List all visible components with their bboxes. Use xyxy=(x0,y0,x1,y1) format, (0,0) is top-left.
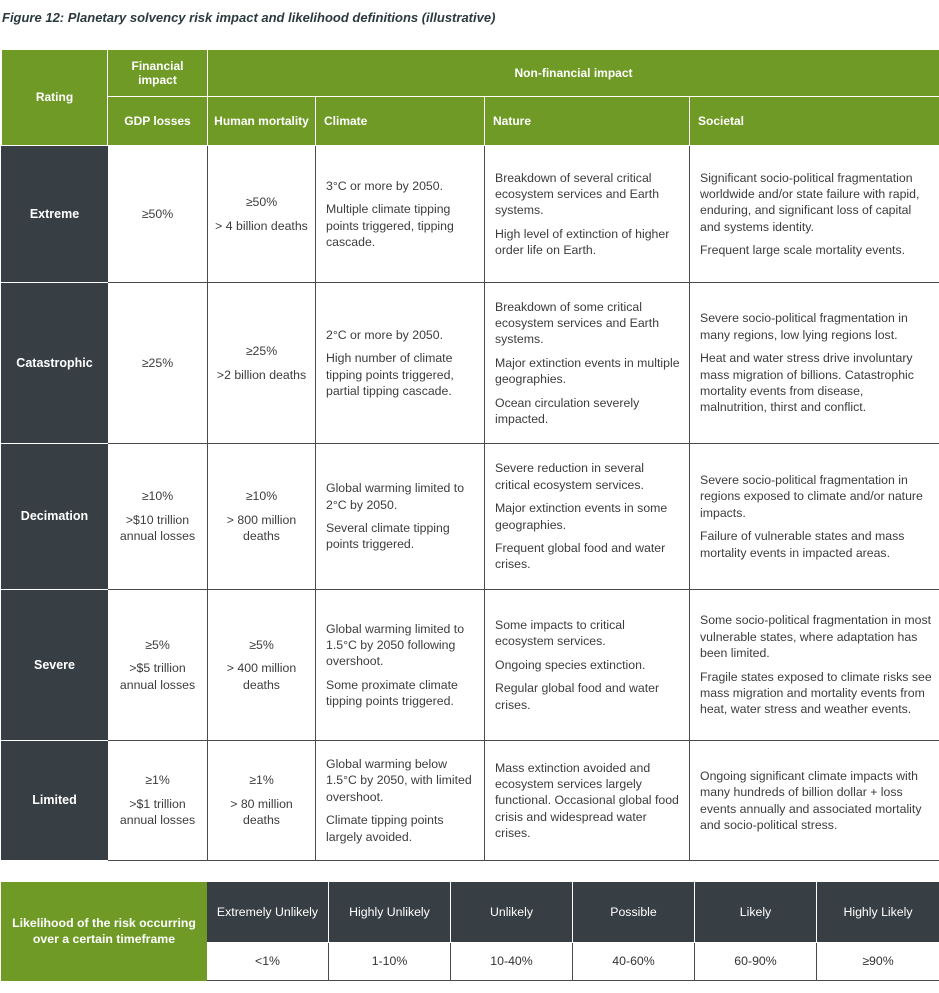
climate-header: Climate xyxy=(316,97,485,146)
mortality-cell-text: ≥50% xyxy=(245,195,278,210)
likelihood-level-name: Likely xyxy=(695,883,817,943)
nature-cell-paragraph: Frequent global food and water crises. xyxy=(495,540,666,572)
societal-cell-paragraph: Frequent large scale mortality events. xyxy=(700,243,906,258)
climate-cell xyxy=(316,741,485,861)
mortality-cell-text: > 80 million deaths xyxy=(230,796,293,828)
gdp-cell-text: >$1 trillion annual losses xyxy=(119,796,196,828)
mortality-cell-text: ≥10% xyxy=(245,489,278,504)
gdp-cell-text: ≥50% xyxy=(141,206,174,221)
likelihood-level-name: Highly Unlikely xyxy=(329,883,451,943)
climate-cell-paragraph: High number of climate tipping points triggered, partial tipping cascade. xyxy=(326,351,454,398)
mortality-cell-text: ≥25% xyxy=(245,344,278,359)
societal-header: Societal xyxy=(690,97,939,146)
climate-cell xyxy=(316,146,485,283)
table-row xyxy=(2,283,939,444)
societal-cell-paragraph: Failure of vulnerable states and mass mortality events in impacted areas. xyxy=(700,529,905,560)
mortality-cell-text: >2 billion deaths xyxy=(216,367,307,382)
likelihood-level-range: 1-10% xyxy=(329,943,451,981)
gdp-losses-header: GDP losses xyxy=(108,97,208,146)
gdp-cell-text: >$10 trillion annual losses xyxy=(119,512,196,544)
societal-cell-paragraph: Some socio-political fragmentation in most vulnerable states, where adaptation has been limited. xyxy=(700,613,932,661)
mortality-cell xyxy=(208,283,316,444)
climate-cell-paragraph: Several climate tipping points triggered. xyxy=(326,521,450,552)
gdp-cell-text: >$5 trillion annual losses xyxy=(119,661,196,692)
rating-cell: Limited xyxy=(2,741,108,861)
climate-cell-paragraph: Global warming limited to 1.5°C by 2050 following overshoot. xyxy=(326,621,465,669)
rating-cell: Extreme xyxy=(2,146,108,283)
rating-header: Rating xyxy=(2,50,108,146)
gdp-cell xyxy=(108,283,208,444)
societal-cell-paragraph: Severe socio-political fragmentation in regions exposed to climate and/or nature impacts. xyxy=(700,473,923,520)
impact-definitions-table xyxy=(1,49,939,861)
likelihood-level-name: Possible xyxy=(573,883,695,943)
nature-cell-paragraph: Mass extinction avoided and ecosystem services largely functional. Occasional global food crisis and widespread water crises. xyxy=(495,760,679,841)
likelihood-level-range: 10-40% xyxy=(451,943,573,981)
climate-cell-paragraph: Multiple climate tipping points triggered, tipping cascade. xyxy=(326,202,454,249)
table-row xyxy=(2,590,939,741)
nature-cell-paragraph: Ocean circulation severely impacted. xyxy=(495,395,640,426)
gdp-cell xyxy=(108,146,208,283)
likelihood-level-name: Highly Likely xyxy=(817,883,939,943)
mortality-cell-text: ≥5% xyxy=(249,637,274,652)
climate-cell-paragraph: Climate tipping points largely avoided. xyxy=(326,813,444,844)
mortality-cell-text: > 4 billion deaths xyxy=(215,218,308,233)
nature-cell xyxy=(485,444,690,590)
financial-impact-header: Financial impact xyxy=(108,50,208,97)
likelihood-level-range: <1% xyxy=(207,943,329,981)
human-mortality-header: Human mortality xyxy=(208,97,316,146)
climate-cell-paragraph: 3°C or more by 2050. xyxy=(326,178,444,193)
nature-cell-paragraph: Regular global food and water crises. xyxy=(495,681,660,712)
table-row xyxy=(2,444,939,590)
gdp-cell xyxy=(108,590,208,741)
mortality-cell xyxy=(208,590,316,741)
nature-cell xyxy=(485,741,690,861)
nature-cell-paragraph: Breakdown of several critical ecosystem services and Earth systems. xyxy=(495,170,660,218)
gdp-cell-text: ≥10% xyxy=(141,489,174,504)
nature-cell-paragraph: Ongoing species extinction. xyxy=(495,657,646,672)
mortality-cell xyxy=(208,146,316,283)
likelihood-level-range: 60-90% xyxy=(695,943,817,981)
likelihood-table xyxy=(1,882,939,981)
climate-cell-paragraph: Global warming below 1.5°C by 2050, with limited overshoot. xyxy=(326,757,472,804)
figure-title: Figure 12: Planetary solvency risk impact and likelihood definitions (illustrative) xyxy=(2,10,496,25)
table-row xyxy=(2,146,939,283)
societal-cell-paragraph: Significant socio-political fragmentation worldwide and/or state failure with rapid, enduring, and significant loss of capital and systems identity. xyxy=(700,170,920,234)
mortality-cell-text: > 400 million deaths xyxy=(226,661,297,692)
likelihood-level-range: 40-60% xyxy=(573,943,695,981)
rating-cell: Catastrophic xyxy=(2,283,108,444)
societal-cell xyxy=(690,741,939,861)
table-row xyxy=(2,741,939,861)
nature-cell-paragraph: Major extinction events in some geographies. xyxy=(495,501,668,532)
likelihood-level-range: ≥90% xyxy=(817,943,939,981)
likelihood-level-name: Unlikely xyxy=(451,883,573,943)
climate-cell xyxy=(316,283,485,444)
climate-cell xyxy=(316,590,485,741)
societal-cell xyxy=(690,283,939,444)
gdp-cell-text: ≥5% xyxy=(145,637,170,652)
gdp-cell-text: ≥25% xyxy=(141,355,174,370)
likelihood-label: Likelihood of the risk occurring over a certain timeframe xyxy=(2,883,207,981)
rating-cell: Decimation xyxy=(2,444,108,590)
nature-cell-paragraph: Major extinction events in multiple geographies. xyxy=(495,355,680,387)
nature-cell xyxy=(485,283,690,444)
likelihood-level-name: Extremely Unlikely xyxy=(207,883,329,943)
societal-cell xyxy=(690,590,939,741)
gdp-cell-text: ≥1% xyxy=(145,773,170,788)
mortality-cell xyxy=(208,741,316,861)
societal-cell-paragraph: Ongoing significant climate impacts with many hundreds of billion dollar + loss events annually and associated mortality and socio-political stress. xyxy=(700,768,922,832)
nature-cell-paragraph: Breakdown of some critical ecosystem services and Earth systems. xyxy=(495,299,660,347)
climate-cell-paragraph: 2°C or more by 2050. xyxy=(326,327,444,342)
mortality-cell-text: ≥1% xyxy=(249,773,274,788)
climate-cell-paragraph: Some proximate climate tipping points triggered. xyxy=(326,677,458,709)
mortality-cell-text: > 800 million deaths xyxy=(226,512,297,544)
non-financial-impact-header: Non-financial impact xyxy=(208,50,939,97)
societal-cell xyxy=(690,146,939,283)
nature-cell-paragraph: High level of extinction of higher order life on Earth. xyxy=(495,226,670,258)
societal-cell-paragraph: Fragile states exposed to climate risks see mass migration and mortality events from heat, water stress and weather events. xyxy=(700,669,932,717)
nature-cell xyxy=(485,590,690,741)
climate-cell-paragraph: Global warming limited to 2°C by 2050. xyxy=(326,481,465,512)
nature-cell xyxy=(485,146,690,283)
nature-cell-paragraph: Severe reduction in several critical ecosystem services. xyxy=(495,461,645,492)
societal-cell-paragraph: Heat and water stress drive involuntary mass migration of billions. Catastrophic mortality events from disease, malnutrition, thirst and conflict. xyxy=(700,351,914,415)
climate-cell xyxy=(316,444,485,590)
societal-cell-paragraph: Severe socio-political fragmentation in many regions, low lying regions lost. xyxy=(700,311,908,342)
mortality-cell xyxy=(208,444,316,590)
societal-cell xyxy=(690,444,939,590)
nature-header: Nature xyxy=(485,97,690,146)
gdp-cell xyxy=(108,741,208,861)
nature-cell-paragraph: Some impacts to critical ecosystem services. xyxy=(495,618,625,649)
gdp-cell xyxy=(108,444,208,590)
rating-cell: Severe xyxy=(2,590,108,741)
